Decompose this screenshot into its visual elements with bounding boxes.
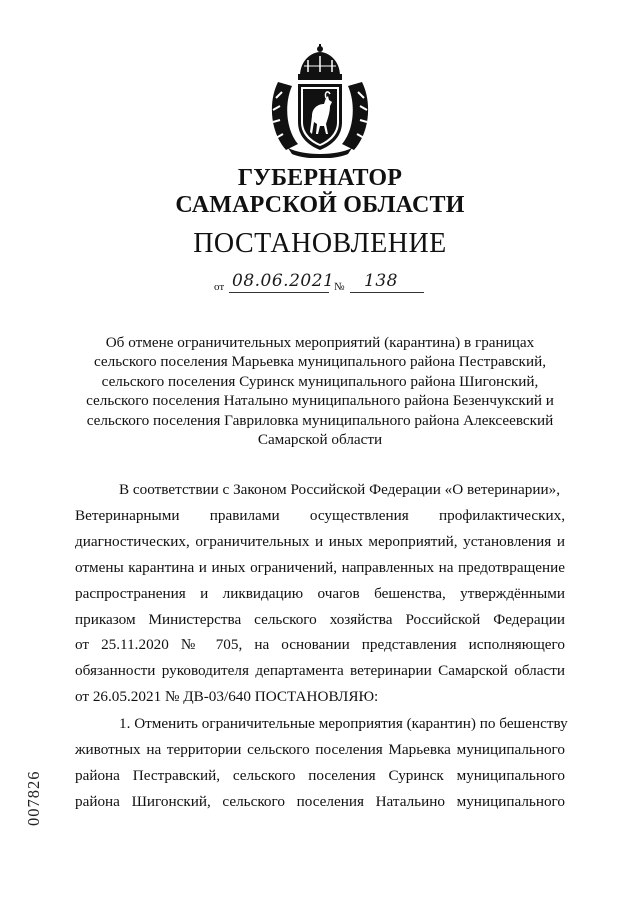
number-value: 138 (364, 271, 398, 291)
subject-line: Об отмене ограничительных мероприятий (карантина) в границах (105, 334, 535, 351)
margin-serial-stamp: 007826 (24, 770, 43, 826)
number-underline (350, 292, 424, 293)
authority-title: ГУБЕРНАТОР (237, 165, 403, 191)
text-line: 1. Отменить ограничительные мероприятия (карантин) по бешенству (119, 715, 568, 732)
decree-subject (70, 333, 570, 449)
text-line: В соответствии с Законом Российской Федерации «О ветеринарии», (119, 481, 561, 498)
samara-coat-of-arms-icon (268, 42, 372, 158)
text-line: от 26.05.2021 № ДВ-03/640 ПОСТАНОВЛЯЮ: (75, 688, 379, 706)
text-line: от 25.11.2020 № 705, на основании представления исполняющего (75, 636, 565, 654)
subject-line: сельского поселения Марьевка муниципального района Пестравский, (94, 353, 546, 371)
text-line: Ветеринарными правилами осуществления профилактических, (75, 506, 565, 524)
document-type: ПОСТАНОВЛЕНИЕ (193, 228, 447, 259)
text-line: отмены карантина и иных ограничений, направленных на предотвращение (75, 558, 565, 576)
subject-line: сельского поселения Наталыно муниципального района Безенчукский и (86, 392, 554, 410)
date-underline (229, 292, 329, 293)
clause-1-paragraph (75, 711, 568, 815)
date-value: 08.06.2021 (232, 271, 335, 291)
subject-line: Самарской области (257, 431, 383, 449)
preamble-paragraph (75, 477, 565, 710)
text-line: животных на территории сельского поселения Марьевка муниципального (75, 740, 565, 758)
text-line: диагностических, ограничительных и иных мероприятий, установления и (75, 532, 565, 550)
authority-region: САМАРСКОЙ ОБЛАСТИ (175, 192, 465, 218)
text-line: приказом Министерства сельского хозяйства Российской Федерации (75, 610, 565, 628)
subject-line: сельского поселения Суринск муниципального района Шигонский, (101, 372, 539, 390)
number-label: № (334, 281, 345, 293)
text-line: распространения и ликвидацию очагов бешенства, утверждёнными (75, 584, 565, 602)
date-number-line (214, 271, 444, 295)
text-line: обязанности руководителя департамента ветеринарии Самарской области (75, 662, 565, 680)
subject-line: сельского поселения Гавриловка муниципального района Алексеевский (86, 411, 554, 429)
text-line: района Пестравский, сельского поселения Суринск муниципального (75, 766, 565, 784)
date-label: от (214, 281, 225, 293)
text-line: района Шигонский, сельского поселения Натальино муниципального (75, 792, 565, 810)
